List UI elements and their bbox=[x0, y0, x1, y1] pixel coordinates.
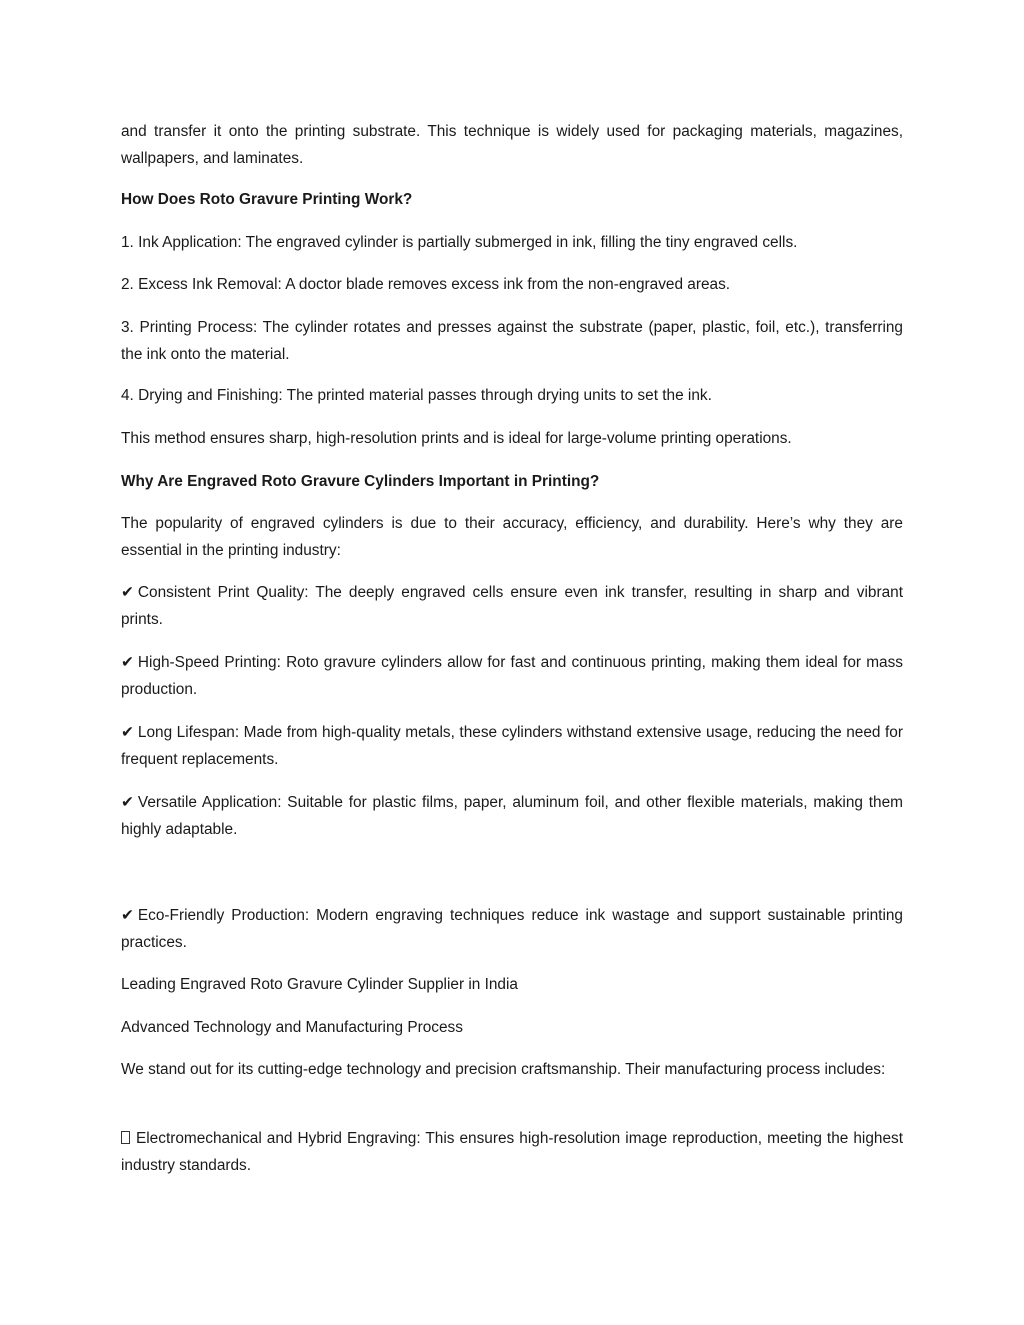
benefit-high-speed bbox=[121, 650, 903, 703]
popularity-paragraph: The popularity of engraved cylinders is due to their accuracy, efficiency, and durability. Here’s why they are essential in the printing industry: bbox=[121, 515, 903, 559]
heading-how-it-works: How Does Roto Gravure Printing Work? bbox=[121, 191, 413, 208]
benefit-eco-friendly bbox=[121, 903, 903, 956]
check-mark-icon: ✔ bbox=[121, 724, 134, 741]
benefit-text: Eco-Friendly Production: Modern engraving techniques reduce ink wastage and support sustainable printing practices. bbox=[121, 907, 903, 951]
check-mark-icon: ✔ bbox=[121, 794, 134, 811]
manufacturing-intro: We stand out for its cutting-edge technology and precision craftsmanship. Their manufacturing process includes: bbox=[121, 1061, 886, 1078]
benefit-text: High-Speed Printing: Roto gravure cylinders allow for fast and continuous printing, making them ideal for mass production. bbox=[121, 654, 903, 698]
benefit-long-lifespan bbox=[121, 720, 903, 773]
benefit-text: Versatile Application: Suitable for plastic films, paper, aluminum foil, and other flexible materials, making them highly adaptable. bbox=[121, 794, 903, 838]
step-drying-finishing: 4. Drying and Finishing: The printed material passes through drying units to set the ink. bbox=[121, 387, 712, 404]
method-summary: This method ensures sharp, high-resolution prints and is ideal for large-volume printing operations. bbox=[121, 430, 792, 447]
benefit-text: Consistent Print Quality: The deeply engraved cells ensure even ink transfer, resulting in sharp and vibrant prints. bbox=[121, 584, 903, 628]
step-ink-application: 1. Ink Application: The engraved cylinder is partially submerged in ink, filling the tiny engraved cells. bbox=[121, 234, 798, 251]
process-electromechanical-engraving bbox=[121, 1126, 903, 1179]
heading-why-important: Why Are Engraved Roto Gravure Cylinders Important in Printing? bbox=[121, 473, 600, 490]
step-excess-ink-removal: 2. Excess Ink Removal: A doctor blade removes excess ink from the non-engraved areas. bbox=[121, 276, 731, 293]
intro-paragraph: and transfer it onto the printing substrate. This technique is widely used for packaging materials, magazines, wallpapers, and laminates. bbox=[121, 123, 903, 167]
benefit-consistent-quality bbox=[121, 580, 903, 633]
heading-advanced-technology: Advanced Technology and Manufacturing Process bbox=[121, 1019, 463, 1036]
heading-leading-supplier: Leading Engraved Roto Gravure Cylinder Supplier in India bbox=[121, 976, 518, 993]
check-mark-icon: ✔ bbox=[121, 654, 134, 671]
check-mark-icon: ✔ bbox=[121, 584, 134, 601]
step-printing-process: 3. Printing Process: The cylinder rotates and presses against the substrate (paper, plastic, foil, etc.), transferring the ink onto the material. bbox=[121, 319, 903, 363]
process-text: Electromechanical and Hybrid Engraving: This ensures high-resolution image reproduction, meeting the highest industry standards. bbox=[121, 1130, 903, 1174]
check-mark-icon: ✔ bbox=[121, 907, 134, 924]
missing-glyph-box-icon bbox=[121, 1131, 130, 1144]
benefit-versatile-application bbox=[121, 790, 903, 843]
benefit-text: Long Lifespan: Made from high-quality metals, these cylinders withstand extensive usage, reducing the need for frequent replacements. bbox=[121, 724, 903, 768]
